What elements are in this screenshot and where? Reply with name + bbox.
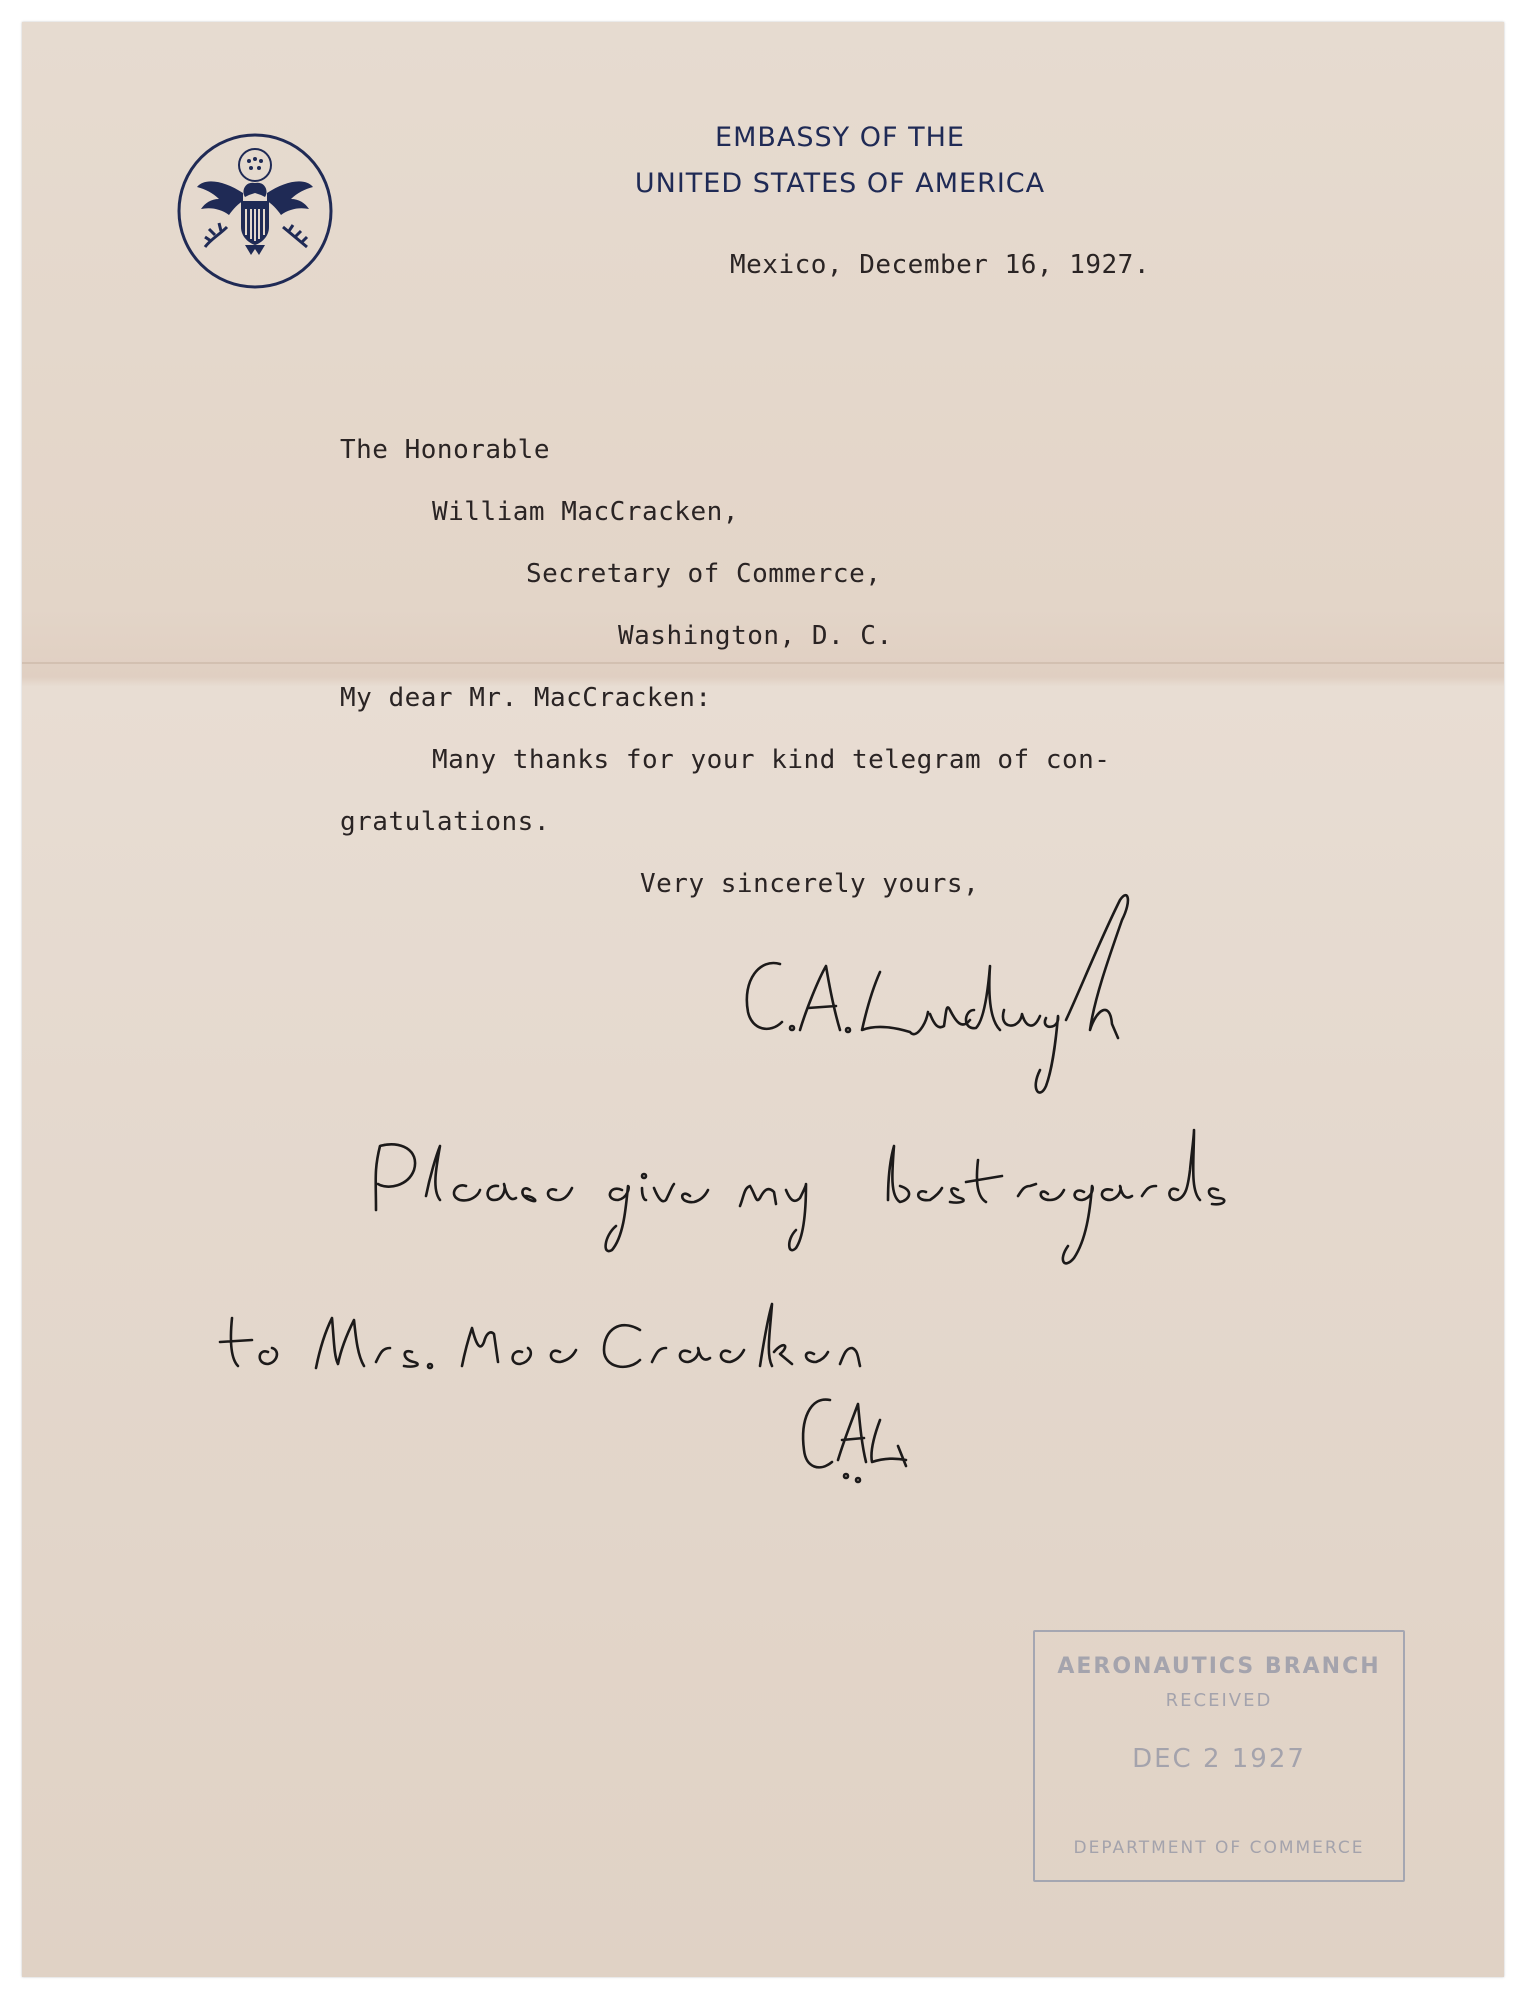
letterhead-line-1: EMBASSY OF THE: [715, 122, 965, 153]
postscript-line-1: [376, 1130, 1225, 1263]
stamp-line-3: DEC 2 1927: [1132, 1744, 1306, 1774]
dateline: Mexico, December 16, 1927.: [730, 250, 1150, 280]
letterhead-line-2: UNITED STATES OF AMERICA: [634, 168, 1046, 199]
address-line-3: Secretary of Commerce,: [526, 559, 882, 589]
stamp-line-1: AERONAUTICS BRANCH: [1057, 1654, 1381, 1679]
signature: [747, 895, 1128, 1092]
stamp-line-4: DEPARTMENT OF COMMERCE: [1073, 1838, 1365, 1858]
body-line-2: gratulations.: [340, 807, 550, 837]
address-line-1: The Honorable: [340, 435, 550, 465]
received-stamp: [1033, 1630, 1405, 1882]
stamp-line-2: RECEIVED: [1165, 1690, 1273, 1711]
body-line-1: Many thanks for your kind telegram of con-: [432, 745, 1111, 775]
address-line-2: William MacCracken,: [432, 497, 739, 527]
salutation: My dear Mr. MacCracken:: [340, 683, 712, 713]
postscript-initials: [803, 1400, 906, 1482]
closing: Very sincerely yours,: [640, 869, 980, 899]
address-line-4: Washington, D. C.: [618, 621, 893, 651]
postscript-line-2: [220, 1304, 860, 1368]
